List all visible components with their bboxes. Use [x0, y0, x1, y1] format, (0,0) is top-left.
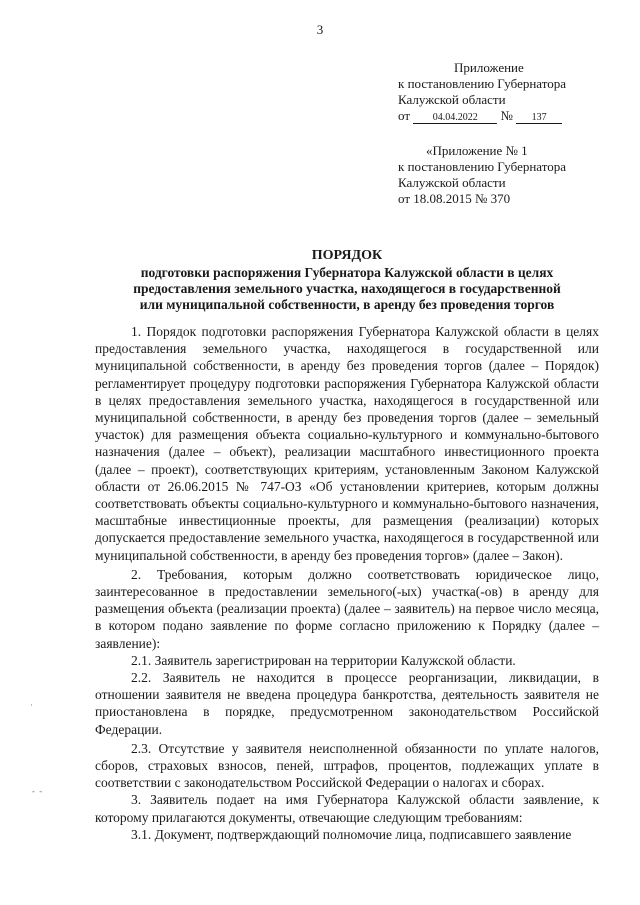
original-appendix-date: от 18.08.2015 № 370	[398, 191, 511, 206]
title-main: ПОРЯДОК	[311, 248, 383, 263]
title-sub-line: предоставления земельного участка, находящегося в государственной	[133, 281, 561, 296]
title-sub-line: подготовки распоряжения Губернатора Калужской области в целях	[140, 265, 554, 280]
date-prefix: от	[398, 108, 411, 123]
paragraph-2-2: 2.2. Заявитель не находится в процессе реорганизации, ликвидации, в отношении заявителя не введена процедура банкротства, деятельность заявителя не приостановлена в порядке, предусмотренном законодательством Российской Федерации.	[95, 670, 599, 737]
document-title	[95, 248, 599, 313]
page-number: 3	[316, 22, 324, 37]
number-field: 137	[516, 112, 562, 124]
appendix-line: Калужской области	[398, 92, 506, 107]
paragraph-3: 3. Заявитель подает на имя Губернатора Калужской области заявление, к которому прилагаются документы, отвечающие следующим требованиям:	[95, 792, 599, 825]
number-sign: №	[500, 108, 513, 123]
margin-mark: - -	[32, 786, 44, 796]
document-body	[95, 323, 599, 843]
paragraph-1: 1. Порядок подготовки распоряжения Губернатора Калужской области в целях предоставления земельного участка, находящегося в государственной или муниципальной собственности, в аренду без проведения торгов (далее – Порядок) регламентирует процедуру подготовки распоряжения Губернатора Калужской области в целях предоставления земельного участка, находящегося в государственной или муниципальной собственности, в аренду без проведения торгов (далее – земельный участок) для размещения объекта социально-культурного и коммунально-бытового назначения (далее – объект), реализации масштабного инвестиционного проекта (далее – проект), соответствующих критериям, установленным Законом Калужской области от 26.06.2015 № 747-ОЗ «Об установлении критериев, которым должны соответствовать объекты социально-культурного и коммунально-бытового назначения, масштабные инвестиционные проекты, для размещения (реализации) которых допускается предоставление земельного участка, находящегося в государственной или муниципальной собственности, в аренду без проведения торгов» (далее – Закон).	[95, 324, 599, 563]
appendix-heading: Приложение	[454, 60, 524, 75]
margin-mark: ·	[30, 700, 34, 710]
original-appendix-line: к постановлению Губернатора	[398, 159, 567, 174]
paragraph-2: 2. Требования, которым должно соответствовать юридическое лицо, заинтересованное в предоставлении земельного(-ых) участка(-ов) в аренду для размещения объекта (реализации проекта) (далее – заявитель) на первое число месяца, в котором подано заявление по форме согласно приложению к Порядку (далее – заявление):	[95, 566, 599, 651]
paragraph-2-1: 2.1. Заявитель зарегистрирован на территории Калужской области.	[131, 652, 516, 668]
appendix-block	[398, 60, 566, 124]
appendix-date-line	[398, 108, 566, 124]
title-sub-line: или муниципальной собственности, в аренду без проведения торгов	[139, 297, 555, 312]
original-appendix-line: Калужской области	[398, 175, 506, 190]
paragraph-3-1: 3.1. Документ, подтверждающий полномочие лица, подписавшего заявление	[131, 826, 572, 842]
paragraph-2-3: 2.3. Отсутствие у заявителя неисполненной обязанности по уплате налогов, сборов, страховых взносов, пеней, штрафов, процентов, подлежащих уплате в соответствии с законодательством Российской Федерации о налогах и сборах.	[95, 740, 599, 791]
original-appendix-heading: «Приложение № 1	[426, 143, 528, 158]
date-field: 04.04.2022	[413, 112, 497, 124]
original-appendix-block	[398, 143, 566, 207]
appendix-line: к постановлению Губернатора	[398, 76, 567, 91]
